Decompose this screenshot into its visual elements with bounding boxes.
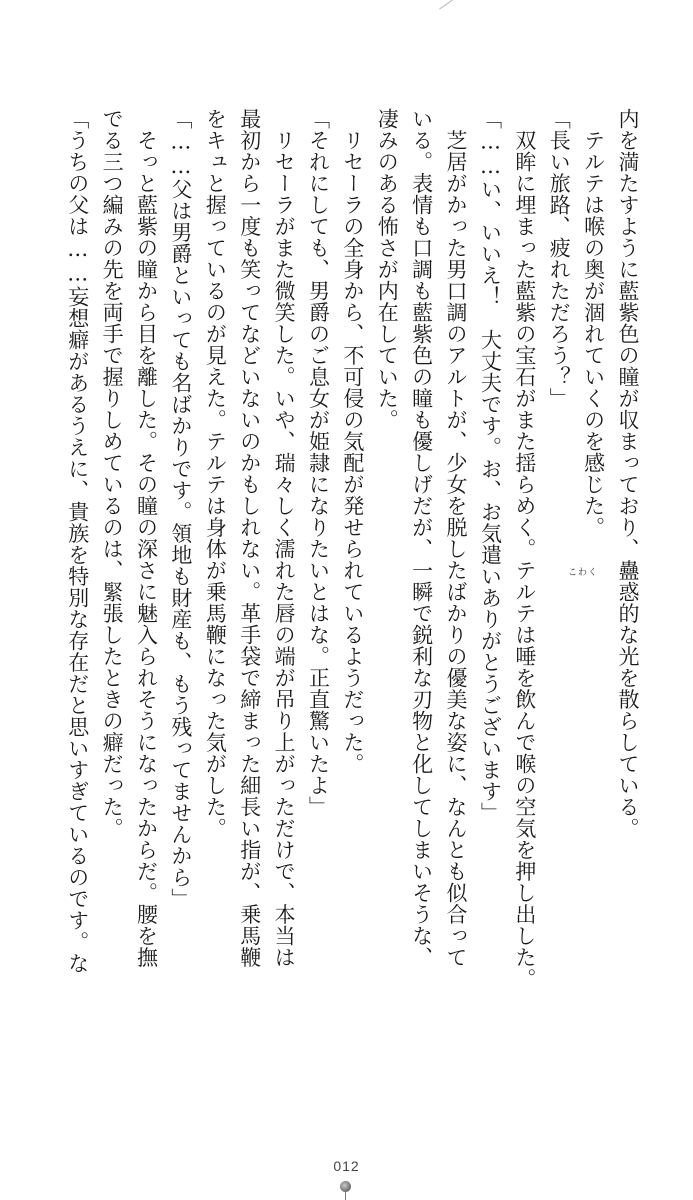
page-number: 012 [333, 1158, 360, 1174]
text-line: そっと藍紫の瞳から目を離した。その瞳の深さに魅入られそうになったからだ。腰を撫 [134, 108, 159, 968]
text-line: 双眸に埋まった藍紫の宝石がまた揺らめく。テルテは唾を飲んで喉の空気を押し出した。 [512, 108, 537, 990]
scan-mark [439, 0, 453, 9]
text-line: 「うちの父は……妄想癖があるうえに、貴族を特別な存在だと思いすぎているのです。な [65, 108, 90, 974]
ruby-annotation: こわく [567, 568, 598, 578]
page-marker-stem [345, 1192, 346, 1200]
text-line: リセーラがまた微笑した。いや、瑞々しく濡れた唇の端が吊り上がっただけで、本当は [272, 108, 297, 968]
text-line: リセーラの全身から、不可侵の気配が発せられているようだった。 [340, 108, 365, 775]
page-marker-dot [340, 1181, 351, 1192]
text-line: 「長い旅路、疲れただろう？」 [547, 108, 572, 409]
text-line: 芝居がかった男口調のアルトが、少女を脱したばかりの優美な姿に、なんとも似合って [444, 108, 469, 968]
text-line: 「……い、いいえ！ 大丈夫です。お、お気遣いありがとうございます」 [478, 108, 503, 824]
text-line: 内を満たすように藍紫色の瞳が収まっており、蠱惑的な光を散らしている。 [616, 108, 640, 839]
text-line: 凄みのある怖さが内在していた。 [375, 108, 400, 431]
text-line: をキュと握っているのが見えた。テルテは身体が乗馬鞭になった気がした。 [203, 108, 228, 839]
vertical-text-block [25, 108, 645, 1048]
text-line: いる。表情も口調も藍紫色の瞳も優しげだが、一瞬で鋭利な刃物と化してしまいそうな、 [409, 108, 434, 968]
text-line: 「それにしても、男爵のご息女が姫隷になりたいとはな。正直驚いたよ」 [306, 108, 331, 818]
text-line: でる三つ編みの先を両手で握りしめているのは、緊張したときの癖だった。 [100, 108, 125, 839]
text-line: 最初から一度も笑ってなどいないのかもしれない。革手袋で締まった細長い指が、乗馬鞭 [237, 108, 262, 968]
text-line: テルテは喉の奥が涸れていくのを感じた。 [581, 108, 606, 538]
text-line: 「……父は男爵といっても名ばかりです。領地も財産も、もう残ってませんから」 [168, 108, 193, 910]
